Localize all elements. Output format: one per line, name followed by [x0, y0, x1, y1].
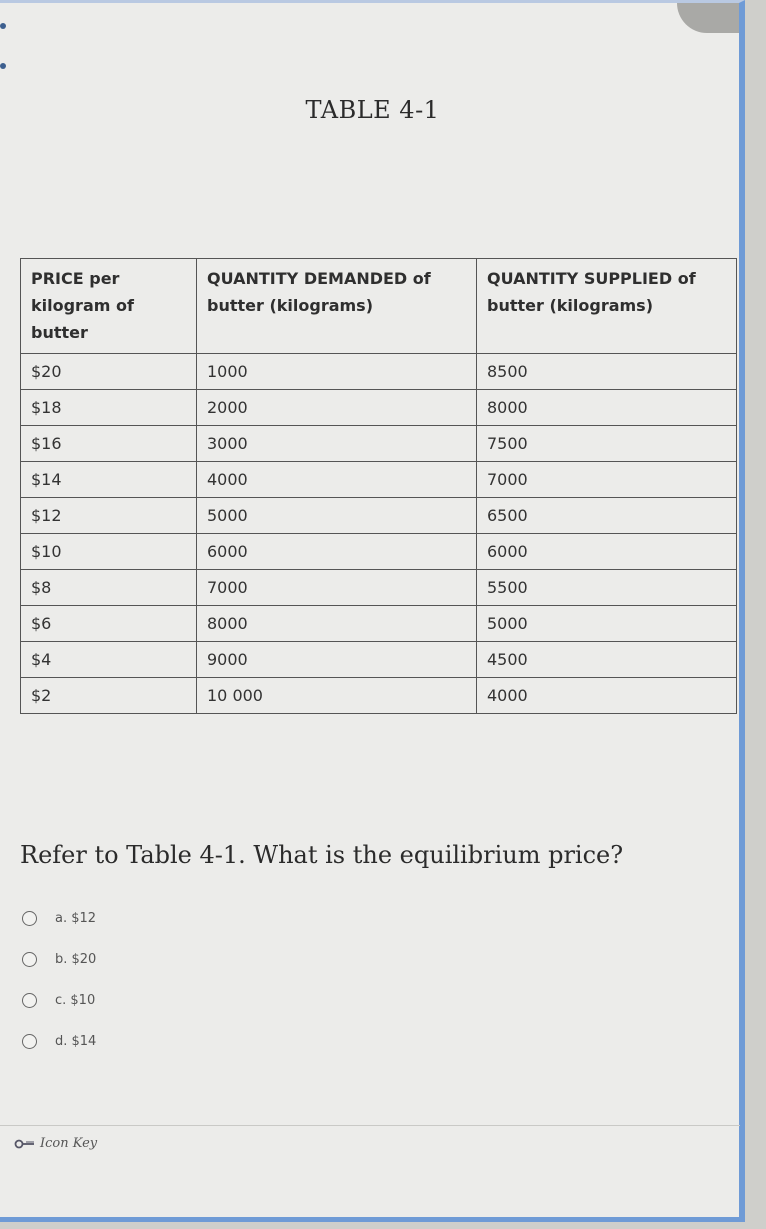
cell-price: $10: [21, 534, 197, 570]
table-row: [21, 642, 737, 678]
cell-quantity-demanded: 10 000: [197, 678, 477, 714]
radio-button[interactable]: [22, 952, 37, 967]
radio-button[interactable]: [22, 911, 37, 926]
cell-price: $4: [21, 642, 197, 678]
cell-quantity-demanded: 1000: [197, 354, 477, 390]
answer-option[interactable]: [22, 980, 96, 1021]
cell-quantity-supplied: 7000: [477, 462, 737, 498]
table-row: [21, 426, 737, 462]
cell-price: $6: [21, 606, 197, 642]
cell-quantity-demanded: 5000: [197, 498, 477, 534]
cell-price: $8: [21, 570, 197, 606]
cell-quantity-supplied: 6000: [477, 534, 737, 570]
cell-quantity-demanded: 6000: [197, 534, 477, 570]
cell-price: $20: [21, 354, 197, 390]
header-quantity-supplied: QUANTITY SUPPLIED of butter (kilograms): [477, 259, 737, 354]
table-row: [21, 570, 737, 606]
radio-button[interactable]: [22, 1034, 37, 1049]
question-text: Refer to Table 4-1. What is the equilibrium price?: [20, 841, 624, 869]
cell-price: $18: [21, 390, 197, 426]
cell-quantity-supplied: 7500: [477, 426, 737, 462]
cell-quantity-supplied: 5000: [477, 606, 737, 642]
header-quantity-demanded: QUANTITY DEMANDED of butter (kilograms): [197, 259, 477, 354]
radio-button[interactable]: [22, 993, 37, 1008]
answer-options: [22, 898, 96, 1062]
cell-quantity-demanded: 4000: [197, 462, 477, 498]
answer-option-label: c. $10: [55, 993, 96, 1008]
answer-option[interactable]: [22, 939, 96, 980]
icon-key-label: Icon Key: [40, 1136, 98, 1151]
cell-quantity-supplied: 8000: [477, 390, 737, 426]
cell-quantity-supplied: 8500: [477, 354, 737, 390]
answer-option-label: a. $12: [55, 911, 97, 926]
icon-key[interactable]: [14, 1136, 97, 1151]
answer-option[interactable]: [22, 1021, 96, 1062]
data-table: [20, 258, 737, 714]
cell-price: $12: [21, 498, 197, 534]
answer-option[interactable]: [22, 898, 96, 939]
cell-price: $14: [21, 462, 197, 498]
answer-option-label: d. $14: [55, 1034, 97, 1049]
table-row: [21, 462, 737, 498]
key-icon: [14, 1138, 36, 1150]
cell-quantity-supplied: 6500: [477, 498, 737, 534]
cell-quantity-demanded: 9000: [197, 642, 477, 678]
table-row: [21, 498, 737, 534]
cell-quantity-demanded: 2000: [197, 390, 477, 426]
cell-price: $2: [21, 678, 197, 714]
table-title: TABLE 4-1: [305, 96, 440, 124]
answer-option-label: b. $20: [55, 952, 97, 967]
table-row: [21, 678, 737, 714]
cell-quantity-supplied: 4500: [477, 642, 737, 678]
cell-price: $16: [21, 426, 197, 462]
table-row: [21, 534, 737, 570]
cell-quantity-supplied: 5500: [477, 570, 737, 606]
header-price: PRICE per kilogram of butter: [21, 259, 197, 354]
table-row: [21, 606, 737, 642]
cell-quantity-demanded: 8000: [197, 606, 477, 642]
cell-quantity-supplied: 4000: [477, 678, 737, 714]
table-row: [21, 354, 737, 390]
edge-dot: [0, 23, 6, 29]
table-header-row: [21, 259, 737, 354]
cell-quantity-demanded: 7000: [197, 570, 477, 606]
cell-quantity-demanded: 3000: [197, 426, 477, 462]
edge-marks: [0, 23, 10, 103]
corner-shadow: [677, 3, 739, 33]
edge-dot: [0, 63, 6, 69]
divider: [0, 1125, 740, 1126]
table-row: [21, 390, 737, 426]
